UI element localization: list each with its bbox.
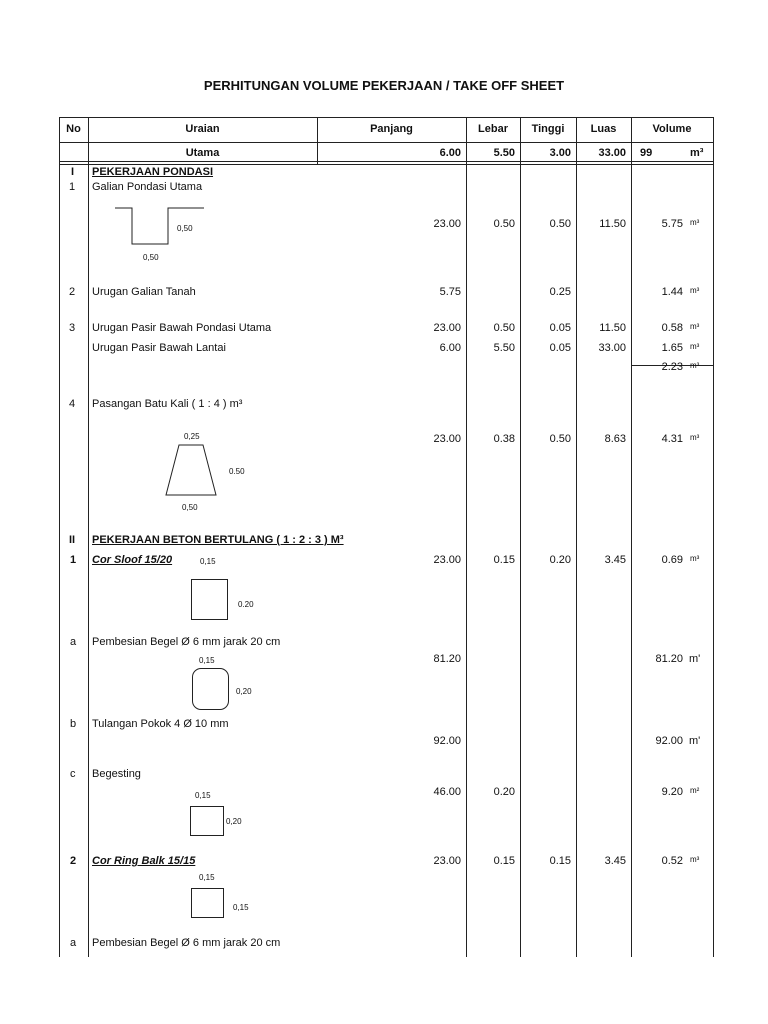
s1c-panjang: 46.00 [433,786,461,798]
r4-luas: 8.63 [604,433,626,445]
s1c-dim-w: 0,15 [195,791,211,800]
r1-unit: m³ [690,218,700,227]
s1-desc: Cor Sloof 15/20 [92,554,173,566]
r3-lebar: 0.50 [493,322,515,334]
r3b-tinggi: 0.05 [549,342,571,354]
s2-unit: m³ [690,855,700,864]
r4-unit: m³ [690,433,700,442]
s1-panjang: 23.00 [433,554,461,566]
s1a-volume: 81.20 [655,653,683,665]
r1-lebar: 0.50 [493,218,515,230]
s1b-panjang: 92.00 [433,735,461,747]
r3b-panjang: 6.00 [439,342,461,354]
r3b-lebar: 5.50 [493,342,515,354]
section2-title: PEKERJAAN BETON BERTULANG ( 1 : 2 : 3 ) M³ [92,534,344,546]
s1-unit: m³ [690,554,700,563]
s1a-panjang: 81.20 [433,653,461,665]
r1-tinggi: 0.50 [549,218,571,230]
r3b-desc: Urugan Pasir Bawah Lantai [92,342,226,354]
header-luas: Luas [590,123,617,135]
r2-desc: Urugan Galian Tanah [92,286,196,298]
section1-no: I [71,166,75,178]
s1b-desc: Tulangan Pokok 4 Ø 10 mm [92,718,229,730]
s1a-dim-w: 0,15 [199,656,215,665]
s1c-no: c [70,768,76,780]
r4-lebar: 0.38 [493,433,515,445]
r3-unit: m³ [690,322,700,331]
s2-dim-h: 0,15 [233,903,249,912]
r3sum-unit: m³ [690,361,700,370]
utama-lebar: 5.50 [493,147,515,159]
s2-panjang: 23.00 [433,855,461,867]
s1c-volume: 9.20 [661,786,683,798]
utama-label: Utama [185,147,220,159]
s1-lebar: 0.15 [493,554,515,566]
r4-panjang: 23.00 [433,433,461,445]
begesting-section-box [190,806,224,836]
s2-dim-w: 0,15 [199,873,215,882]
batu-kali-trapezoid [160,443,222,499]
s2-volume: 0.52 [661,855,683,867]
r1-luas: 11.50 [599,218,626,230]
r1-dim-a: 0,50 [177,224,193,233]
r3b-unit: m³ [690,342,700,351]
r4-tinggi: 0.50 [549,433,571,445]
header-volume: Volume [652,123,692,135]
s1-no: 1 [70,554,77,566]
r3-panjang: 23.00 [433,322,461,334]
utama-unit: m³ [690,147,704,159]
r2-no: 2 [69,286,76,298]
r3-no: 3 [69,322,76,334]
s2-desc: Cor Ring Balk 15/15 [92,855,196,867]
r1-volume: 5.75 [661,218,683,230]
s2a-no: a [70,937,77,949]
s1b-unit: m' [689,735,701,747]
utama-panjang: 6.00 [439,147,461,159]
header-panjang: Panjang [370,123,413,135]
s1-tinggi: 0.20 [549,554,571,566]
r4-desc: Pasangan Batu Kali ( 1 : 4 ) m³ [92,398,243,410]
r4-dim-top: 0,25 [184,432,200,441]
galian-sketch [112,202,212,250]
r1-dim-b: 0,50 [143,253,159,262]
utama-tinggi: 3.00 [549,147,571,159]
s1c-lebar: 0.20 [493,786,515,798]
r3-tinggi: 0.05 [549,322,571,334]
r4-no: 4 [69,398,76,410]
s1c-desc: Begesting [92,768,141,780]
s1a-unit: m' [689,653,701,665]
s1-luas: 3.45 [604,554,626,566]
r3-desc: Urugan Pasir Bawah Pondasi Utama [92,322,272,334]
utama-volume: 99 [640,147,653,159]
s1a-desc: Pembesian Begel Ø 6 mm jarak 20 cm [92,636,281,648]
s2-tinggi: 0.15 [549,855,571,867]
s1a-dim-h: 0,20 [236,687,252,696]
begel-stirrup-shape [192,668,229,710]
r1-no: 1 [69,181,76,193]
s2-lebar: 0.15 [493,855,515,867]
s1b-volume: 92.00 [655,735,683,747]
header-tinggi: Tinggi [531,123,565,135]
header-lebar: Lebar [478,123,508,135]
s2-no: 2 [70,855,77,867]
sloof-section-box [191,579,228,620]
s1c-dim-h: 0,20 [226,817,242,826]
r3sum-volume: 2.23 [661,361,683,373]
page-title: PERHITUNGAN VOLUME PEKERJAAN / TAKE OFF SHEET [203,78,565,93]
r2-volume: 1.44 [661,286,683,298]
s1b-no: b [70,718,77,730]
r3b-volume: 1.65 [661,342,683,354]
section2-no: II [69,534,76,546]
s1-dim-h: 0.20 [238,600,254,609]
s1-dim-w: 0,15 [200,557,216,566]
s1a-no: a [70,636,77,648]
r2-unit: m³ [690,286,700,295]
r1-desc: Galian Pondasi Utama [92,181,203,193]
utama-luas: 33.00 [598,147,626,159]
ring-balk-section-box [191,888,224,918]
s1-volume: 0.69 [661,554,683,566]
header-uraian: Uraian [185,123,220,135]
r4-dim-h: 0.50 [229,467,245,476]
r1-panjang: 23.00 [433,218,461,230]
section1-title: PEKERJAAN PONDASI [92,166,214,178]
s2a-desc: Pembesian Begel Ø 6 mm jarak 20 cm [92,937,281,949]
s1c-unit: m² [690,786,700,795]
r4-volume: 4.31 [661,433,683,445]
r3-luas: 11.50 [599,322,626,334]
s2-luas: 3.45 [604,855,626,867]
header-no: No [66,123,81,135]
r2-tinggi: 0.25 [549,286,571,298]
r3-volume: 0.58 [661,322,683,334]
r2-panjang: 5.75 [439,286,461,298]
r4-dim-bot: 0,50 [182,503,198,512]
r3b-luas: 33.00 [598,342,626,354]
